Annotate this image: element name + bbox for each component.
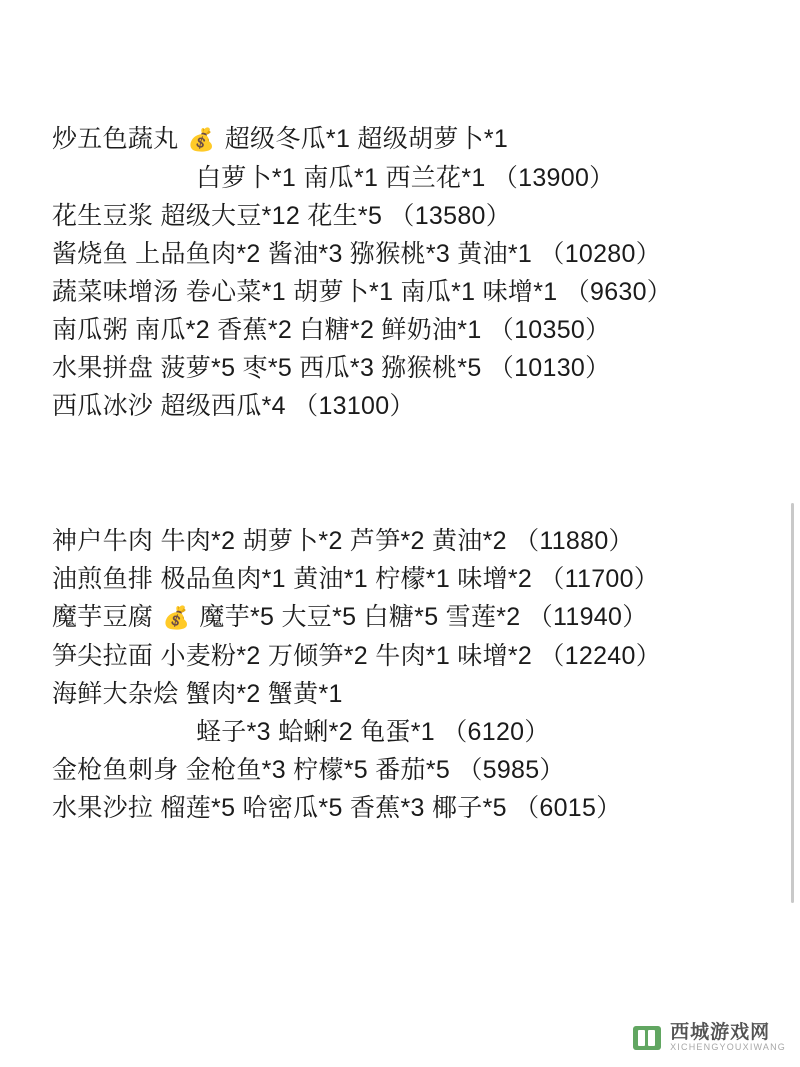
- watermark-subtitle: XICHENGYOUXIWANG: [670, 1042, 786, 1053]
- recipe-name: 西瓜冰沙: [52, 392, 154, 420]
- recipe-row: [0, 273, 800, 311]
- recipe-row: [0, 311, 800, 349]
- recipe-block-1: [0, 120, 800, 425]
- recipe-price: （13900）: [492, 164, 615, 192]
- watermark-text: [670, 1023, 786, 1052]
- recipe-name: 酱烧鱼: [52, 240, 128, 268]
- recipe-row: [0, 159, 800, 197]
- recipe-row: [0, 522, 800, 560]
- recipe-row: [0, 789, 800, 827]
- recipe-ingredients: 极品鱼肉*1 黄油*1 柠檬*1 味增*2: [160, 565, 533, 593]
- recipe-price: （5985）: [457, 756, 565, 784]
- recipe-row: [0, 751, 800, 789]
- recipe-name: 魔芋豆腐: [52, 603, 154, 631]
- book-logo-icon: [632, 1023, 662, 1053]
- recipe-name: 炒五色蔬丸: [52, 125, 179, 153]
- recipe-name: 花生豆浆: [52, 202, 154, 230]
- recipe-row: [0, 387, 800, 425]
- recipe-price: （10350）: [488, 316, 611, 344]
- recipe-name: 水果沙拉: [52, 794, 154, 822]
- recipe-ingredients: 金枪鱼*3 柠檬*5 番茄*5: [185, 756, 451, 784]
- recipe-name: 蔬菜味增汤: [52, 278, 179, 306]
- recipe-ingredients: 上品鱼肉*2 酱油*3 猕猴桃*3 黄油*1: [135, 240, 533, 268]
- recipe-name: 水果拼盘: [52, 354, 154, 382]
- recipe-ingredients: 牛肉*2 胡萝卜*2 芦笋*2 黄油*2: [160, 527, 507, 555]
- recipe-name: 南瓜粥: [52, 316, 128, 344]
- recipe-price: （6015）: [514, 794, 622, 822]
- recipe-ingredients: 超级西瓜*4: [160, 392, 286, 420]
- recipe-ingredients: 蟹肉*2 蟹黄*1: [185, 680, 343, 708]
- recipe-name: 笋尖拉面: [52, 642, 154, 670]
- recipe-price: （10280）: [539, 240, 662, 268]
- recipe-row: [0, 713, 800, 751]
- recipe-row: [0, 598, 800, 637]
- recipe-row: [0, 235, 800, 273]
- recipe-price: （11880）: [514, 527, 634, 555]
- recipe-ingredients: 南瓜*2 香蕉*2 白糖*2 鲜奶油*1: [135, 316, 482, 344]
- money-bag-emoji: 💰: [187, 127, 216, 152]
- recipe-row: [0, 197, 800, 235]
- recipe-price: （13100）: [293, 392, 415, 420]
- recipe-row: [0, 120, 800, 159]
- money-bag-emoji: 💰: [162, 605, 191, 630]
- recipe-ingredients: 小麦粉*2 万倾笋*2 牛肉*1 味增*2: [160, 642, 533, 670]
- recipe-price: （11940）: [527, 603, 648, 631]
- recipe-ingredients: 榴莲*5 哈密瓜*5 香蕉*3 椰子*5: [160, 794, 507, 822]
- recipe-row: [0, 637, 800, 675]
- recipe-price: （9630）: [564, 278, 673, 306]
- recipe-price: （10130）: [488, 354, 611, 382]
- scrollbar[interactable]: [791, 503, 794, 903]
- recipe-row: [0, 349, 800, 387]
- recipe-ingredients: 白萝卜*1 南瓜*1 西兰花*1: [196, 164, 486, 192]
- recipe-price: （6120）: [442, 718, 550, 746]
- watermark: [632, 1023, 786, 1053]
- watermark-title: 西城游戏网: [670, 1022, 771, 1044]
- recipe-block-2: [0, 522, 800, 827]
- recipe-name: 金枪鱼刺身: [52, 756, 179, 784]
- recipe-ingredients: 超级冬瓜*1 超级胡萝卜*1: [224, 125, 509, 153]
- recipe-name: 油煎鱼排: [52, 565, 154, 593]
- recipe-name: 海鲜大杂烩: [52, 680, 179, 708]
- recipe-ingredients: 卷心菜*1 胡萝卜*1 南瓜*1 味增*1: [185, 278, 558, 306]
- recipe-ingredients: 魔芋*5 大豆*5 白糖*5 雪莲*2: [199, 603, 521, 631]
- recipe-row: [0, 560, 800, 598]
- recipe-ingredients: 超级大豆*12 花生*5: [160, 202, 383, 230]
- recipe-price: （12240）: [539, 642, 661, 670]
- recipe-name: 神户牛肉: [52, 527, 154, 555]
- recipe-price: （13580）: [389, 202, 512, 230]
- recipe-ingredients: 蛏子*3 蛤蜊*2 龟蛋*1: [196, 718, 435, 746]
- recipe-ingredients: 菠萝*5 枣*5 西瓜*3 猕猴桃*5: [160, 354, 482, 382]
- recipe-price: （11700）: [539, 565, 660, 593]
- recipe-row: [0, 675, 800, 713]
